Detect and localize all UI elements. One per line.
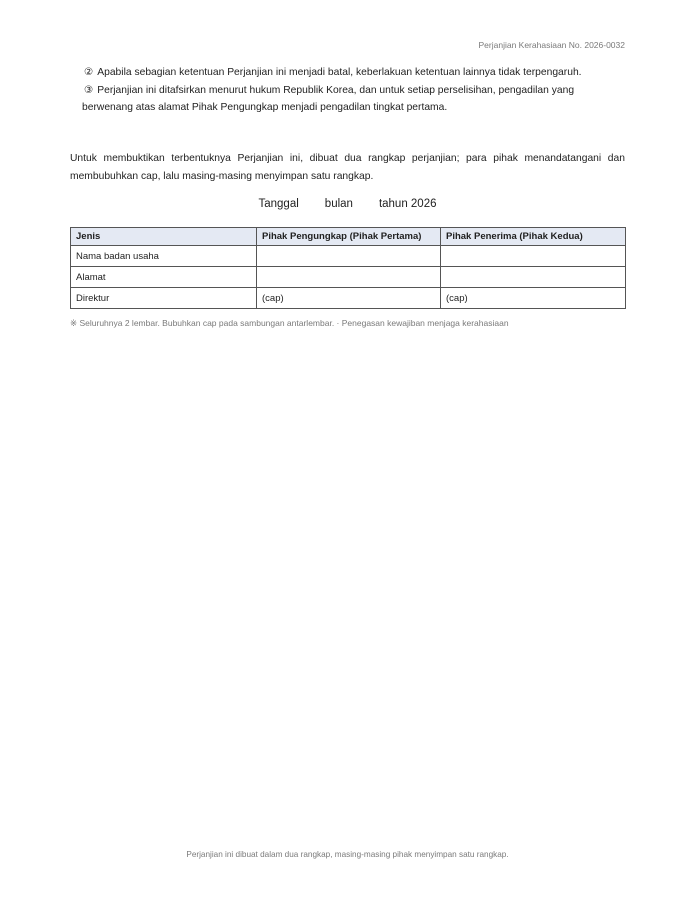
table-cell: Direktur: [71, 288, 257, 309]
clause-number: ③: [84, 84, 94, 96]
table-cell: [257, 267, 441, 288]
table-row: [71, 288, 626, 309]
footnote: ※ Seluruhnya 2 lembar. Bubuhkan cap pada sambungan antarlembar. · Penegasan kewajiban menjaga kerahasiaan: [70, 318, 509, 328]
column-header-type: Jenis: [71, 228, 257, 246]
table-cell: [441, 246, 626, 267]
closing-statement: Untuk membuktikan terbentuknya Perjanjian ini, dibuat dua rangkap perjanjian; para pihak menandatangani dan membubuhkan cap, lalu masing-masing menyimpan satu rangkap.: [70, 153, 625, 182]
table-cell: Nama badan usaha: [71, 246, 257, 267]
date-year-label: tahun 2026: [378, 198, 437, 210]
clause-item: [82, 64, 612, 82]
table-cell: Alamat: [71, 267, 257, 288]
document-number: Perjanjian Kerahasiaan No. 2026-0032: [478, 40, 625, 50]
table-cell: [441, 267, 626, 288]
table-header-row: [71, 228, 626, 246]
clause-list: [82, 64, 612, 117]
table-row: [71, 246, 626, 267]
clause-text: Perjanjian ini ditafsirkan menurut hukum Republik Korea, dan untuk setiap perselisihan, pengadilan yang berwenang atas alamat Pihak Pengungkap menjadi pengadilan tingkat pertama.: [82, 84, 575, 113]
clause-number: ②: [84, 67, 94, 78]
clause-text: Apabila sebagian ketentuan Perjanjian ini menjadi batal, keberlakuan ketentuan lainnya tidak terpengaruh.: [97, 67, 582, 78]
signature-table: [70, 227, 626, 309]
clause-item: [82, 82, 612, 117]
date-month-label: bulan: [324, 198, 353, 210]
table-cell: (cap): [257, 288, 441, 309]
table-cell: (cap): [441, 288, 626, 309]
date-day-label: Tanggal: [258, 198, 299, 210]
table-row: [71, 267, 626, 288]
date-line: [0, 198, 695, 210]
column-header-disclosing-party: Pihak Pengungkap (Pihak Pertama): [257, 228, 441, 246]
table-cell: [257, 246, 441, 267]
column-header-receiving-party: Pihak Penerima (Pihak Kedua): [441, 228, 626, 246]
page-footer: Perjanjian ini dibuat dalam dua rangkap, masing-masing pihak menyimpan satu rangkap.: [186, 850, 509, 859]
